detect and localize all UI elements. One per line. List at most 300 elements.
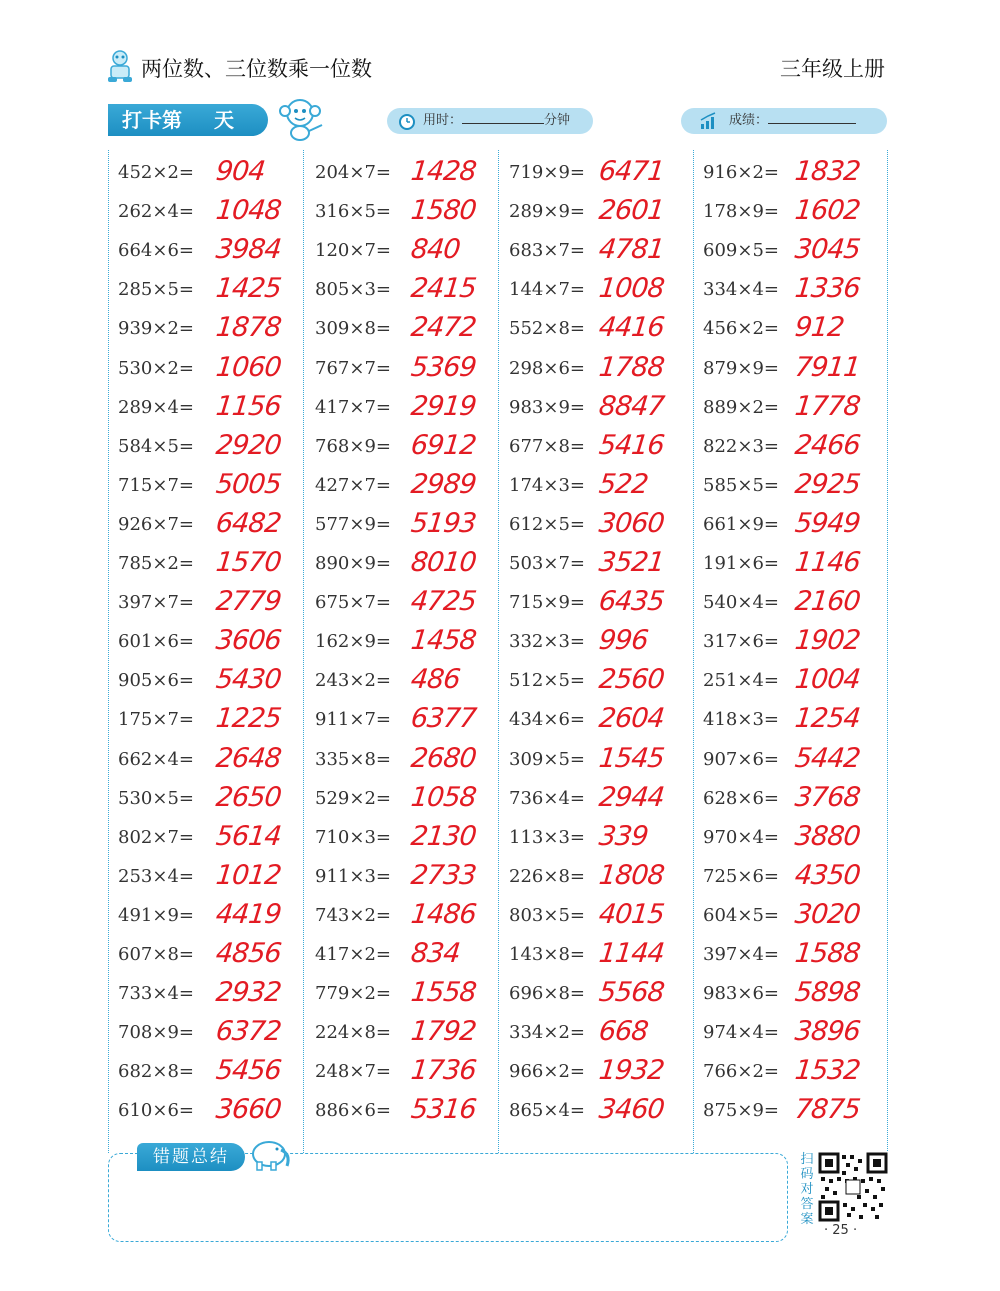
problem-row [703,424,893,463]
problem-row [118,306,308,345]
problem-row [703,150,893,189]
problem-expression: 905×6= [118,670,194,692]
problem-expression: 675×7= [315,592,391,614]
problem-row [118,1010,308,1049]
handwritten-answer: 2650 [214,781,283,813]
problem-expression: 715×9= [509,592,585,614]
handwritten-answer: 2919 [409,390,478,422]
problem-expression: 766×2= [703,1061,779,1083]
problem-row [315,815,505,854]
checkin-label-left: 打卡第 [122,108,182,132]
problem-expression: 733×4= [118,983,194,1005]
problem-expression: 175×7= [118,709,194,731]
problem-row [118,150,308,189]
problem-row [315,228,505,267]
problem-expression: 607×8= [118,944,194,965]
problem-row [315,658,505,697]
problem-expression: 417×7= [315,396,391,418]
problem-expression: 251×4= [703,670,779,692]
handwritten-answer: 5369 [409,351,478,383]
problem-row [509,228,699,267]
problem-row [703,306,893,345]
handwritten-answer: 2920 [214,429,283,461]
problem-expression: 262×4= [118,201,194,223]
problem-expression: 610×6= [118,1100,194,1122]
handwritten-answer: 3045 [793,234,862,266]
handwritten-answer: 1808 [597,859,666,891]
problem-expression: 767×7= [315,357,391,379]
problem-row [315,697,505,736]
problem-expression: 316×5= [315,201,391,223]
problem-expression: 577×9= [315,513,391,535]
handwritten-answer: 1570 [214,547,283,578]
problem-row [118,854,308,893]
problem-expression: 715×7= [118,474,194,496]
problem-row [118,619,308,658]
handwritten-answer: 5568 [597,977,666,1009]
handwritten-answer: 7911 [793,351,862,383]
problem-expression: 983×6= [703,983,779,1005]
problem-row [703,737,893,776]
problem-row [703,854,893,893]
problem-row [315,1088,505,1127]
problem-expression: 285×5= [118,279,194,301]
handwritten-answer: 2925 [793,468,862,500]
problem-expression: 191×6= [703,553,779,574]
handwritten-answer: 6471 [597,156,666,187]
problem-row [703,971,893,1010]
problem-row [509,854,699,893]
handwritten-answer: 1156 [214,390,283,422]
problem-row [509,502,699,541]
problem-expression: 248×7= [315,1061,391,1083]
handwritten-answer: 3020 [793,898,862,930]
handwritten-answer: 6482 [214,507,283,539]
problem-row [315,1049,505,1088]
problem-expression: 710×3= [315,826,391,848]
alarm-clock-icon [397,112,417,130]
problem-row [509,971,699,1010]
time-field [387,108,593,134]
problem-expression: 683×7= [509,240,585,262]
handwritten-answer: 3880 [793,820,862,852]
problem-expression: 736×4= [509,787,585,809]
problem-expression: 540×4= [703,592,779,614]
problem-row [703,463,893,502]
problem-row [703,1010,893,1049]
time-label: 用时： [423,113,463,128]
problem-row [703,346,893,385]
handwritten-answer: 1008 [597,273,666,305]
problem-row [703,541,893,580]
problem-expression: 552×8= [509,318,585,340]
problem-row [509,306,699,345]
problem-expression: 875×9= [703,1100,779,1122]
handwritten-answer: 2466 [793,429,862,461]
problem-row [509,189,699,228]
problem-row [509,815,699,854]
problem-expression: 335×8= [315,748,391,770]
handwritten-answer: 3521 [597,547,666,578]
handwritten-answer: 4416 [597,312,666,344]
problem-row [315,737,505,776]
problem-row [315,502,505,541]
problem-expression: 456×2= [703,318,779,340]
problem-row [315,541,505,580]
handwritten-answer: 1736 [409,1055,478,1087]
problem-expression: 682×8= [118,1061,194,1083]
problem-expression: 162×9= [315,631,391,653]
problem-row [118,541,308,580]
handwritten-answer: 2779 [214,586,283,618]
problem-row [315,932,505,971]
handwritten-answer: 6372 [214,1016,283,1048]
handwritten-answer: 5416 [597,429,666,461]
problem-row [703,619,893,658]
problem-expression: 418×3= [703,709,779,731]
problem-expression: 334×4= [703,279,779,301]
problem-expression: 911×3= [315,865,391,887]
problem-row [118,971,308,1010]
problem-expression: 503×7= [509,553,585,574]
problem-row [509,1010,699,1049]
problem-expression: 768×9= [315,435,391,457]
problem-expression: 113×3= [509,826,585,848]
handwritten-answer: 339 [597,820,650,852]
problem-row [118,1049,308,1088]
problem-row [509,658,699,697]
handwritten-answer: 834 [409,938,462,969]
handwritten-answer: 4419 [214,898,283,930]
problem-expression: 452×2= [118,162,194,183]
problem-row [703,697,893,736]
problem-row [509,346,699,385]
handwritten-answer: 3768 [793,781,862,813]
problem-row [703,228,893,267]
problem-row [118,932,308,971]
problem-expression: 334×2= [509,1022,585,1044]
handwritten-answer: 1058 [409,781,478,813]
problem-expression: 879×9= [703,357,779,379]
handwritten-answer: 1545 [597,742,666,774]
problem-expression: 530×5= [118,787,194,809]
handwritten-answer: 1792 [409,1016,478,1048]
handwritten-answer: 3660 [214,1094,283,1126]
problem-row [315,1010,505,1049]
problem-expression: 601×6= [118,631,194,653]
handwritten-answer: 3984 [214,234,283,266]
handwritten-answer: 912 [793,312,846,344]
problem-expression: 530×2= [118,357,194,379]
handwritten-answer: 4856 [214,938,283,969]
problem-row [703,1088,893,1127]
problem-row [118,893,308,932]
problem-row [509,1088,699,1127]
problem-expression: 907×6= [703,748,779,770]
problem-expression: 911×7= [315,709,391,731]
handwritten-answer: 2680 [409,742,478,774]
time-unit: 分钟 [544,113,571,128]
problem-row [118,658,308,697]
handwritten-answer: 1146 [793,547,862,578]
problem-row [315,267,505,306]
problem-expression: 332×3= [509,631,585,653]
problem-row [315,346,505,385]
problem-expression: 529×2= [315,787,391,809]
problem-expression: 609×5= [703,240,779,262]
handwritten-answer: 840 [409,234,462,266]
handwritten-answer: 904 [214,156,267,187]
problem-expression: 226×8= [509,865,585,887]
problem-expression: 317×6= [703,631,779,653]
handwritten-answer: 2733 [409,859,478,891]
robot-logo-icon [105,49,135,83]
problem-expression: 802×7= [118,826,194,848]
problem-row [315,893,505,932]
problem-expression: 779×2= [315,983,391,1005]
handwritten-answer: 1580 [409,195,478,227]
handwritten-answer: 8010 [409,547,478,578]
problem-row [703,267,893,306]
problem-row [509,150,699,189]
problem-expression: 120×7= [315,240,391,262]
problem-row [118,580,308,619]
problem-row [509,697,699,736]
handwritten-answer: 1225 [214,703,283,735]
problem-expression: 916×2= [703,162,779,183]
handwritten-answer: 1048 [214,195,283,227]
problem-row [703,776,893,815]
problem-row [315,306,505,345]
problem-row [509,463,699,502]
problem-row [509,424,699,463]
problem-expression: 204×7= [315,162,391,183]
handwritten-answer: 1060 [214,351,283,383]
problem-row [118,189,308,228]
scan-for-answers-text: 扫码对答案 [800,1152,814,1227]
problem-expression: 890×9= [315,553,391,574]
page-title: 两位数、三位数乘一位数 [141,57,372,81]
problem-expression: 696×8= [509,983,585,1005]
mistake-summary-label: 错题总结 [137,1143,245,1171]
problem-row [315,463,505,502]
handwritten-answer: 1004 [793,664,862,696]
handwritten-answer: 5193 [409,507,478,539]
problem-row [315,619,505,658]
handwritten-answer: 6912 [409,429,478,461]
problem-expression: 397×7= [118,592,194,614]
handwritten-answer: 2932 [214,977,283,1009]
problem-row [703,815,893,854]
problem-expression: 585×5= [703,474,779,496]
handwritten-answer: 2560 [597,664,666,696]
handwritten-answer: 1144 [597,938,666,969]
problem-expression: 970×4= [703,826,779,848]
problem-row [118,385,308,424]
score-label: 成绩： [729,113,769,128]
problem-row [118,502,308,541]
handwritten-answer: 668 [597,1016,650,1048]
problem-expression: 974×4= [703,1022,779,1044]
problem-row [703,1049,893,1088]
problem-expression: 805×3= [315,279,391,301]
problem-expression: 427×7= [315,474,391,496]
handwritten-answer: 2415 [409,273,478,305]
column-divider [108,150,109,1153]
handwritten-answer: 996 [597,625,650,657]
problem-row [118,697,308,736]
handwritten-answer: 6377 [409,703,478,735]
problem-row [509,1049,699,1088]
handwritten-answer: 4781 [597,234,666,266]
problem-expression: 174×3= [509,474,585,496]
handwritten-answer: 5316 [409,1094,478,1126]
problem-row [118,737,308,776]
problem-row [509,580,699,619]
checkin-tab [108,104,268,136]
problem-row [118,346,308,385]
handwritten-answer: 486 [409,664,462,696]
handwritten-answer: 5949 [793,507,862,539]
problem-expression: 178×9= [703,201,779,223]
handwritten-answer: 2604 [597,703,666,735]
problem-row [118,424,308,463]
problem-row [509,893,699,932]
problem-row [509,619,699,658]
problem-row [703,893,893,932]
handwritten-answer: 2160 [793,586,862,618]
problem-row [509,541,699,580]
problem-row [315,385,505,424]
monkey-icon [272,95,328,141]
problem-row [315,854,505,893]
problem-row [315,150,505,189]
problem-expression: 397×4= [703,944,779,965]
handwritten-answer: 2989 [409,468,478,500]
problem-expression: 926×7= [118,513,194,535]
problem-expression: 309×5= [509,748,585,770]
handwritten-answer: 2472 [409,312,478,344]
problem-row [703,658,893,697]
problem-expression: 886×6= [315,1100,391,1122]
problem-expression: 144×7= [509,279,585,301]
handwritten-answer: 2944 [597,781,666,813]
problem-row [509,267,699,306]
handwritten-answer: 1878 [214,312,283,344]
problem-expression: 512×5= [509,670,585,692]
handwritten-answer: 5898 [793,977,862,1009]
problem-expression: 785×2= [118,553,194,574]
handwritten-answer: 1602 [793,195,862,227]
problem-row [703,932,893,971]
problem-expression: 662×4= [118,748,194,770]
handwritten-answer: 5456 [214,1055,283,1087]
score-chart-icon [699,112,719,130]
problem-expression: 289×9= [509,201,585,223]
problem-expression: 822×3= [703,435,779,457]
problem-expression: 939×2= [118,318,194,340]
handwritten-answer: 1486 [409,898,478,930]
problem-expression: 491×9= [118,904,194,926]
problem-expression: 417×2= [315,944,391,965]
problem-expression: 612×5= [509,513,585,535]
grade-label: 三年级上册 [780,57,885,81]
handwritten-answer: 5614 [214,820,283,852]
problem-expression: 434×6= [509,709,585,731]
handwritten-answer: 4015 [597,898,666,930]
problem-row [509,385,699,424]
checkin-label-right: 天 [214,108,234,132]
problem-expression: 889×2= [703,396,779,418]
problem-row [703,189,893,228]
handwritten-answer: 3460 [597,1094,666,1126]
problem-expression: 708×9= [118,1022,194,1044]
problem-expression: 664×6= [118,240,194,262]
handwritten-answer: 1532 [793,1055,862,1087]
handwritten-answer: 8847 [597,390,666,422]
handwritten-answer: 2648 [214,742,283,774]
problem-expression: 604×5= [703,904,779,926]
problem-row [118,267,308,306]
handwritten-answer: 2130 [409,820,478,852]
handwritten-answer: 3896 [793,1016,862,1048]
problem-expression: 743×2= [315,904,391,926]
problem-row [509,776,699,815]
problem-expression: 725×6= [703,865,779,887]
handwritten-answer: 1588 [793,938,862,969]
handwritten-answer: 1932 [597,1055,666,1087]
handwritten-answer: 1458 [409,625,478,657]
qr-code-icon[interactable] [818,1152,888,1222]
problem-expression: 865×4= [509,1100,585,1122]
handwritten-answer: 3606 [214,625,283,657]
problem-row [315,971,505,1010]
problem-row [118,1088,308,1127]
problem-expression: 719×9= [509,162,585,183]
problem-row [703,502,893,541]
problem-row [509,932,699,971]
problem-row [118,228,308,267]
handwritten-answer: 4350 [793,859,862,891]
problem-row [315,776,505,815]
handwritten-answer: 7875 [793,1094,862,1126]
problem-row [118,776,308,815]
problem-row [118,463,308,502]
handwritten-answer: 1788 [597,351,666,383]
page-header [105,45,885,95]
problem-expression: 289×4= [118,396,194,418]
problem-expression: 677×8= [509,435,585,457]
handwritten-answer: 1778 [793,390,862,422]
handwritten-answer: 5442 [793,742,862,774]
problem-expression: 253×4= [118,865,194,887]
problem-row [118,815,308,854]
problem-expression: 243×2= [315,670,391,692]
problem-expression: 661×9= [703,513,779,535]
score-field [681,108,887,134]
problem-expression: 224×8= [315,1022,391,1044]
handwritten-answer: 1558 [409,977,478,1009]
handwritten-answer: 6435 [597,586,666,618]
time-blank[interactable] [462,109,544,124]
handwritten-answer: 5005 [214,468,283,500]
handwritten-answer: 1012 [214,859,283,891]
score-blank[interactable] [768,109,856,124]
problem-row [315,424,505,463]
handwritten-answer: 3060 [597,507,666,539]
handwritten-answer: 1902 [793,625,862,657]
problem-row [315,580,505,619]
